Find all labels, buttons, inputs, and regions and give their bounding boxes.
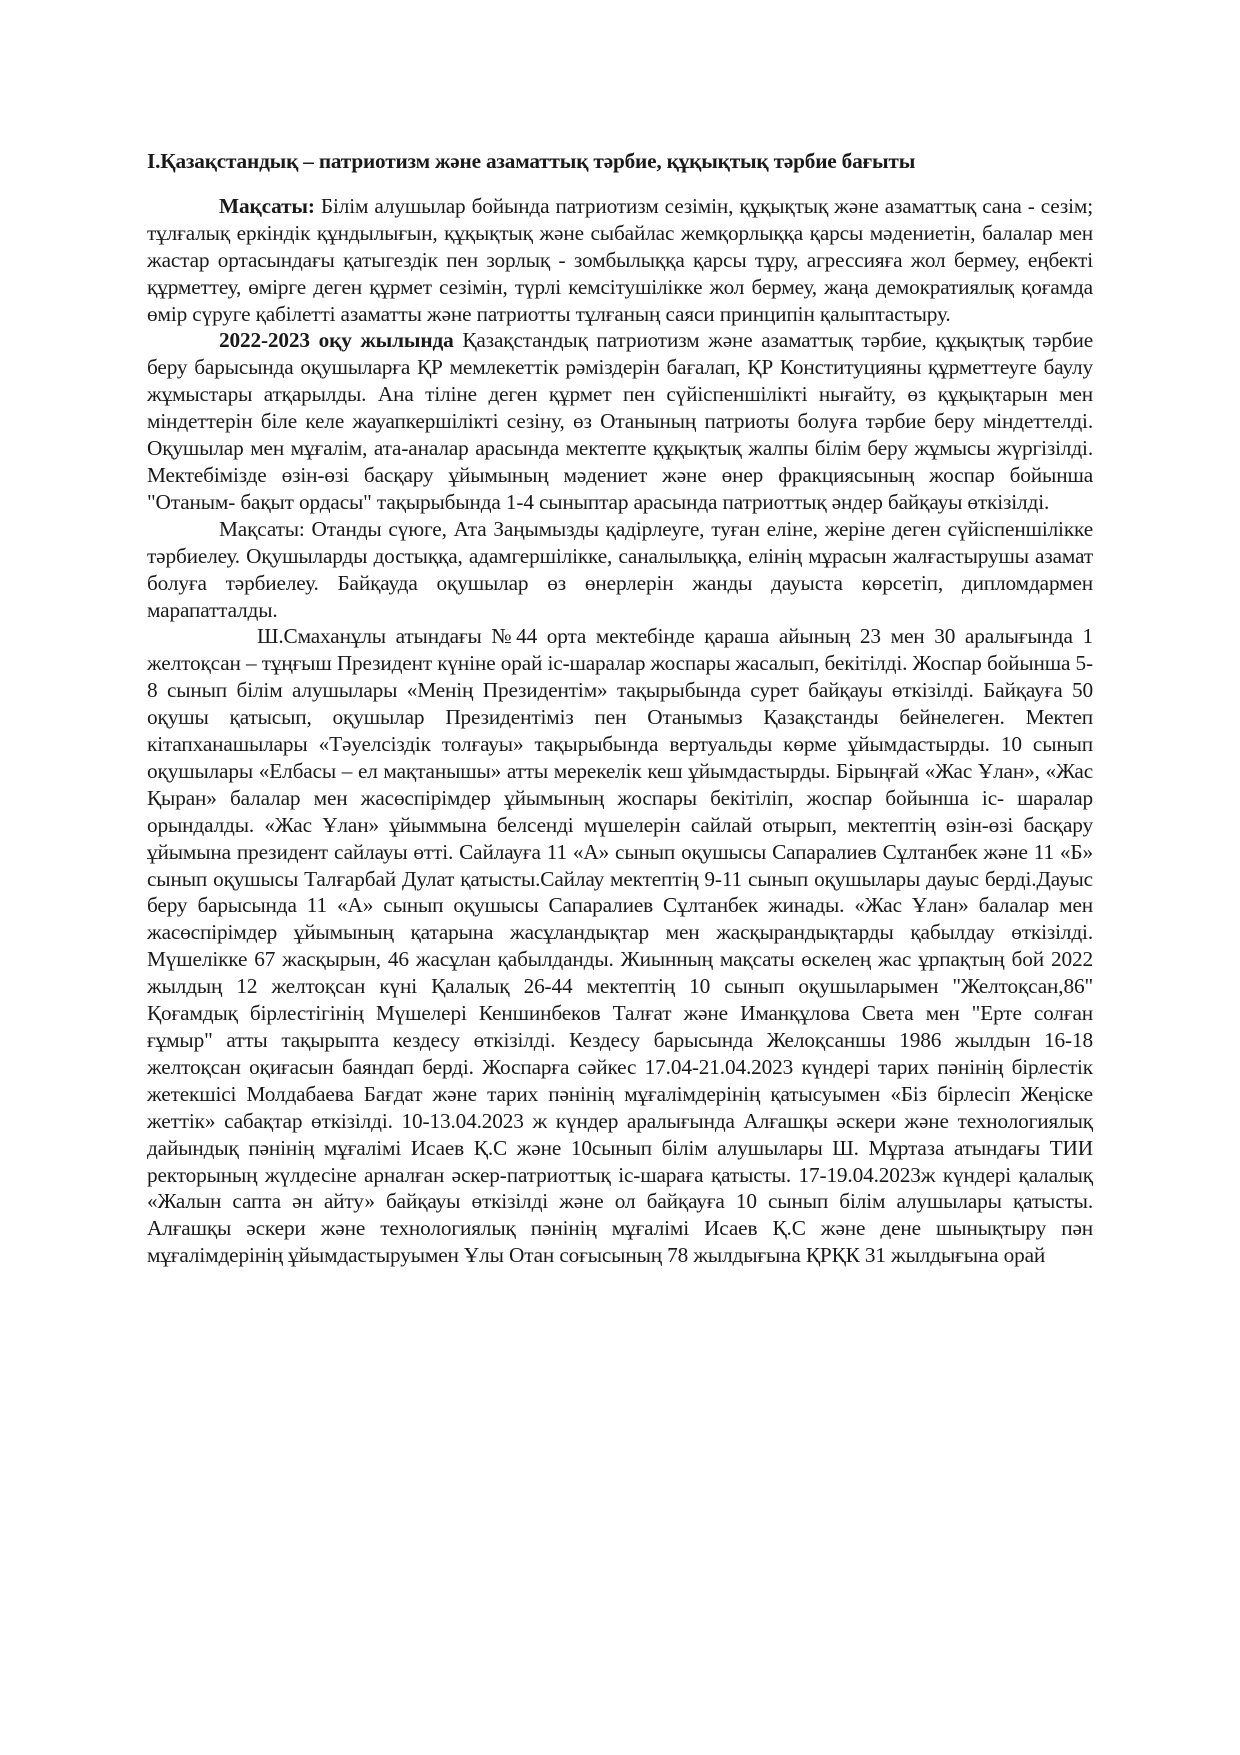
paragraph-text: Білім алушылар бойында патриотизм сезімін, құқықтық және азаматтық сана - сезім; тұлғалық еркіндік құндылығын, құқықтық және сыбайлас жемқорлыққа қарсы мәдениетін, балалар мен жастар ортасындағы қатыгездік пен зорлық - зомбылыққа қарсы тұру, агрессияға жол бермеу, еңбекті құрметтеу, өмірге деген құрмет сезімін, түрлі кемсітушілікке жол бермеу, жаңа демократиялық қоғамда өмір сүруге қабілетті азаматты және патриотты тұлғаның саяси принципін қалыптастыру.: [147, 193, 1093, 326]
document-page: [147, 148, 1093, 1269]
paragraph-text: Ш.Смаханұлы атындағы №44 орта мектебінде қараша айының 23 мен 30 аралығында 1 желтоқсан – тұңғыш Президент күніне орай іс-шаралар жоспары жасалып, бекітілді. Жоспар бойынша 5-8 сынып білім алушылары «Менің Президентім» тақырыбында сурет байқауы өткізілді. Байқауға 50 оқушы қатысып, оқушылар Президентіміз пен Отанымыз Қазақстанды бейнелеген. Мектеп кітапханашылары «Тәуелсіздік толғауы» тақырыбында вертуальды көрме ұйымдастырды. 10 сынып оқушылары «Елбасы – ел мақтанышы» атты мерекелік кеш ұйымдастырды. Бірыңғай «Жас Ұлан», «Жас Қыран» балалар мен жасөспірімдер ұйымының жоспары бекітіліп, жоспар бойынша іс- шаралар орындалды. «Жас Ұлан» ұйыммына белсенді мүшелерін сайлай отырып, мектептің өзін-өзі басқару ұйымына президент сайлауы өтті. Сайлауға 11 «А» сынып оқушысы Сапаралиев Сұлтанбек және 11 «Б» сынып оқушысы Талғарбай Дулат қатысты.Сайлау мектептің 9-11 сынып оқушылары дауыс берді.Дауыс беру барысында 11 «А» сынып оқушысы Сапаралиев Сұлтанбек жинады. «Жас Ұлан» балалар мен жасөспірімдер ұйымының қатарына жасұландықтар мен жасқырандықтарды қабылдау өткізілді. Мүшелікке 67 жасқырын, 46 жасұлан қабылданды. Жиынның мақсаты өскелең жас ұрпақтың бой 2022 жылдың 12 желтоқсан күні Қалалық 26-44 мектептің 10 сынып оқушыларымен "Желтоқсан,86" Қоғамдық бірлестігінің Мүшелері Кеншинбеков Талғат және Иманқұлова Света мен "Ерте солған ғұмыр" атты тақырыпта кездесу өткізілді. Кездесу барысында Желоқсаншы 1986 жылдын 16-18 желтоқсан оқиғасын баяндап берді. Жоспарға сәйкес 17.04-21.04.2023 күндері тарих пәнінің бірлестік жетекшісі Молдабаева Бағдат және тарих пәнінің мұғалімдерінің қатысуымен «Біз бірлесіп Жеңіске жеттік» сабақтар өткізілді. 10-13.04.2023 ж күндер аралығында Алғашқы әскери және технологиялық дайындық пәнінің мұғалімі Исаев Қ.С және 10сынып білім алушылары Ш. Мұртаза атындағы ТИИ ректорының жүлдесіне арналған әскер-патриоттық іс-шараға қатысты. 17-19.04.2023ж күндері қалалық «Жалын сапта ән айту» байқауы өткізілді және ол байқауға 10 сынып білім алушылары қатысты. Алғашқы әскери және технологиялық пәнінің мұғалімі Исаев Қ.С және дене шынықтыру пән мұғалімдерінің ұйымдастыруымен Ұлы Отан соғысының 78 жылдығына ҚРҚК 31 жылдығына орай: [147, 624, 1093, 1268]
paragraph-lead: Мақсаты:: [219, 193, 315, 218]
paragraph-lead: 2022-2023 оқу жылында: [219, 328, 454, 353]
section-title: I.Қазақстандық – патриотизм және азаматтық тәрбие, құқықтық тәрбие бағыты: [147, 149, 916, 173]
year-summary-paragraph: [147, 327, 1093, 515]
paragraph-text: Қазақстандық патриотизм және азаматтық тәрбие, құқықтық тәрбие беру барысында оқушыларға ҚР мемлекеттік рәміздерін бағалап, ҚР Конституцияны құрметтеуге баулу жұмыстары атқарылды. Ана тіліне деген құрмет пен сүйіспеншілікті нығайту, өз құқықтарын мен міндеттерін біле келе жауапкершілікті сезіну, өз Отанының патриоты болуға тәрбие беру міндеттелді. Оқушылар мен мұғалім, ата-аналар арасында мектепте құқықтық жалпы білім беру жұмысы жүргізілді. Мектебімізде өзін-өзі басқару ұйымының мәдениет және өнер фракциясының жоспар бойынша "Отаным- бақыт ордасы" тақырыбында 1-4 сыныптар арасында патриоттық әндер байқауы өткізілді.: [147, 328, 1094, 514]
events-paragraph: [147, 623, 1093, 1269]
contest-goal-paragraph: [147, 516, 1093, 624]
goal-paragraph: [147, 193, 1093, 328]
paragraph-text: Мақсаты: Отанды сүюге, Ата Заңымызды қадірлеуге, туған еліне, жеріне деген сүйіспеншілікке тәрбиелеу. Оқушыларды достыққа, адамгершілікке, саналылыққа, елінің мұрасын жалғастырушы азамат болуға тәрбиелеу. Байқауда оқушылар өз өнерлерін жанды дауыста көрсетіп, дипломдармен марапатталды.: [147, 516, 1093, 622]
